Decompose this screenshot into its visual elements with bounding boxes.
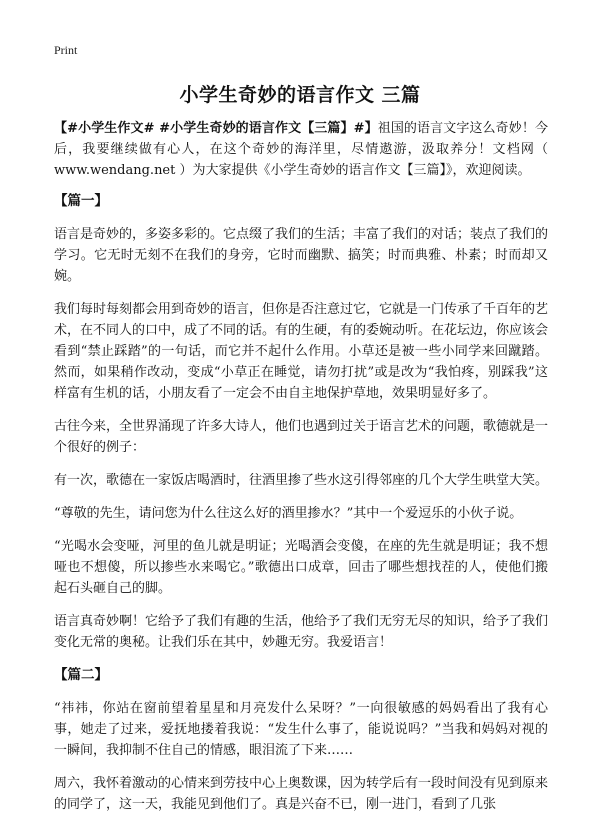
paragraph: 古往今来，全世界涌现了许多大诗人，他们也遇到过关于语言艺术的问题，歌德就是一个很好的例子： (54, 419, 549, 455)
paragraph: 有一次，歌德在一家饭店喝酒时，往酒里掺了些水这引得邻座的几个大学生哄堂大笑。 (54, 473, 549, 488)
paragraph: 周六，我怀着激动的心情来到劳技中心上奥数课，因为转学后有一段时间没有见到原来的同学了，这一天，我能见到他们了。真是兴奋不已，刚一进门，看到了几张 (54, 776, 549, 812)
print-label: Print (54, 43, 78, 57)
section-heading-2: 【篇二】 (54, 667, 108, 683)
paragraph: 语言是奇妙的，多姿多彩的。它点缀了我们的生活；丰富了我们的对话；装点了我们的学习。它无时无刻不在我们的身旁，它时而幽默、搞笑；时而典雅、朴素；时而却又婉。 (54, 227, 549, 284)
section-heading-1: 【篇一】 (54, 193, 108, 209)
paragraph: “光喝水会变哑，河里的鱼儿就是明证；光喝酒会变傻，在座的先生就是明证；我不想哑也不想傻，所以掺些水来喝它。”歌德出口成章，回击了哪些想找茬的人，使他们搬起石头砸自己的脚。 (54, 539, 548, 596)
paragraph: 我们每时每刻都会用到奇妙的语言，但你是否注意过它，它就是一门传承了千百年的艺术，在不同人的口中，成了不同的话。有的生硬，有的委婉动听。在花坛边，你应该会看到“禁止踩踏”的一句话，而它并不起什么作用。小草还是被一些小同学来回蹴踏。然而，如果稍作改动，变成“小草正在睡觉，请勿打扰”或是改为“我怕疼，别踩我”这样富有生机的话，小朋友看了一定会不由自主地保护草地，效果明显好多了。 (54, 302, 549, 401)
article-body (54, 118, 548, 827)
intro-paragraph (54, 118, 548, 181)
page-title: 小学生奇妙的语言作文 三篇 (179, 84, 421, 106)
intro-tag: 【#小学生作文# #小学生奇妙的语言作文【三篇】#】 (54, 121, 378, 136)
paragraph: 语言真奇妙啊！它给予了我们有趣的生活，他给予了我们无穷无尽的知识，给予了我们变化无常的奥秘。让我们乐在其中，妙趣无穷。我爱语言！ (54, 614, 549, 650)
intro-text: 祖国的语言文字这么奇妙！今后，我要继续做有心人，在这个奇妙的海洋里，尽情遨游，汲取养分！文档网（ www.wendang.net ）为大家提供《小学生奇妙的语言作文【三篇】》，欢迎阅读。 (54, 121, 548, 178)
paragraph: “祎祎，你站在窗前望着星星和月亮发什么呆呀？”一向很敏感的妈妈看出了我有心事，她走了过来，爱抚地搂着我说：“发生什么事了，能说说吗？”当我和妈妈对视的一瞬间，我抑制不住自己的情感，眼泪流了下来…… (54, 701, 548, 758)
paragraph: “尊敬的先生，请问您为什么往这么好的酒里掺水？”其中一个爱逗乐的小伙子说。 (54, 506, 523, 521)
